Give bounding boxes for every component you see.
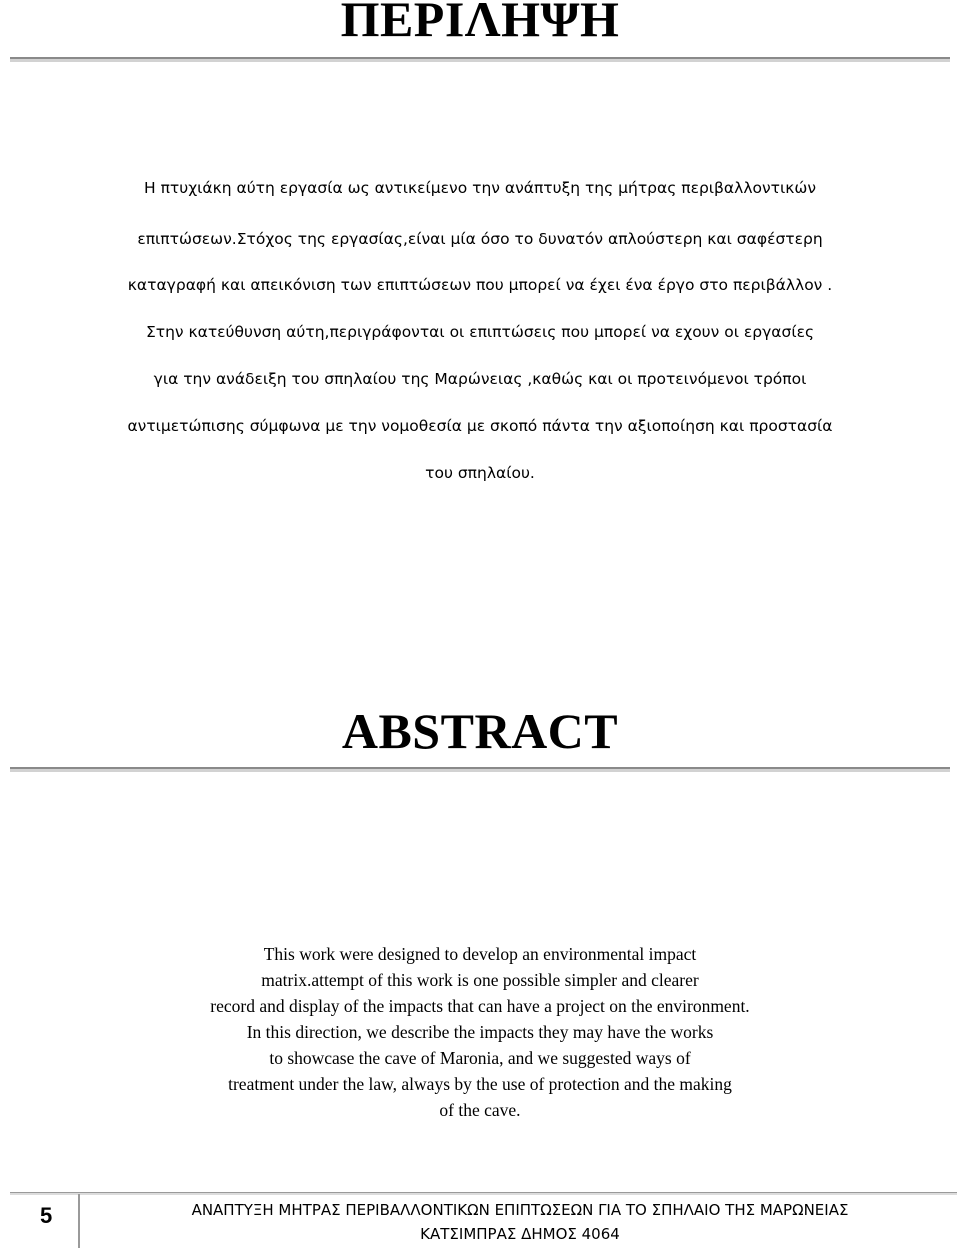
summary-title: ΠΕΡΙΛΗΨΗ [340,0,620,47]
summary-line: του σπηλαίου. [425,464,535,482]
footer-title: ΑΝΑΠΤΥΞΗ ΜΗΤΡΑΣ ΠΕΡΙΒΑΛΛΟΝΤΙΚΩΝ ΕΠΙΠΤΩΣΕΩΝ ΓΙΑ ΤΟ ΣΠΗΛΑΙΟ ΤΗΣ ΜΑΡΩΝΕΙΑΣ [191,1201,849,1219]
footer-author: ΚΑΤΣΙΜΠΡΑΣ ΔΗΜΟΣ 4064 [420,1225,620,1243]
abstract-line: to showcase the cave of Maronia, and we suggested ways of [269,1048,691,1068]
abstract-line: matrix.attempt of this work is one possible simpler and clearer [261,970,699,990]
title-underline [10,57,950,62]
abstract-line: In this direction, we describe the impacts they may have the works [246,1022,714,1042]
abstract-line: of the cave. [439,1100,521,1120]
abstract-line: treatment under the law, always by the use of protection and the making [228,1074,732,1094]
abstract-title: ABSTRACT [341,703,619,759]
summary-line: αντιμετώπισης σύμφωνα με την νομοθεσία με σκοπό πάντα την αξιοποίηση και προστασία [127,417,833,435]
summary-line: Στην κατεύθυνση αύτη,περιγράφονται οι επιπτώσεις που μπορεί να εχουν οι εργασίες [145,323,815,341]
footer-rule [10,1192,957,1195]
abstract-line: record and display of the impacts that can have a project on the environment. [210,996,750,1016]
abstract-underline [10,767,950,772]
abstract-line: This work were designed to develop an environmental impact [263,944,697,964]
summary-line: Η πτυχιάκη αύτη εργασία ως αντικείμενο την ανάπτυξη της μήτρας περιβαλλοντικών [143,179,816,197]
summary-line: καταγραφή και απεικόνιση των επιπτώσεων που μπορεί να έχει ένα έργο στο περιβάλλον . [127,276,833,294]
page-number: 5 [40,1203,53,1228]
summary-line: επιπτώσεων.Στόχος της εργασίας,είναι μία όσο το δυνατόν απλούστερη και σαφέστερη [137,230,823,248]
summary-line: για την ανάδειξη του σπηλαίου της Μαρώνειας ,καθώς και οι προτεινόμενοι τρόποι [153,370,807,388]
